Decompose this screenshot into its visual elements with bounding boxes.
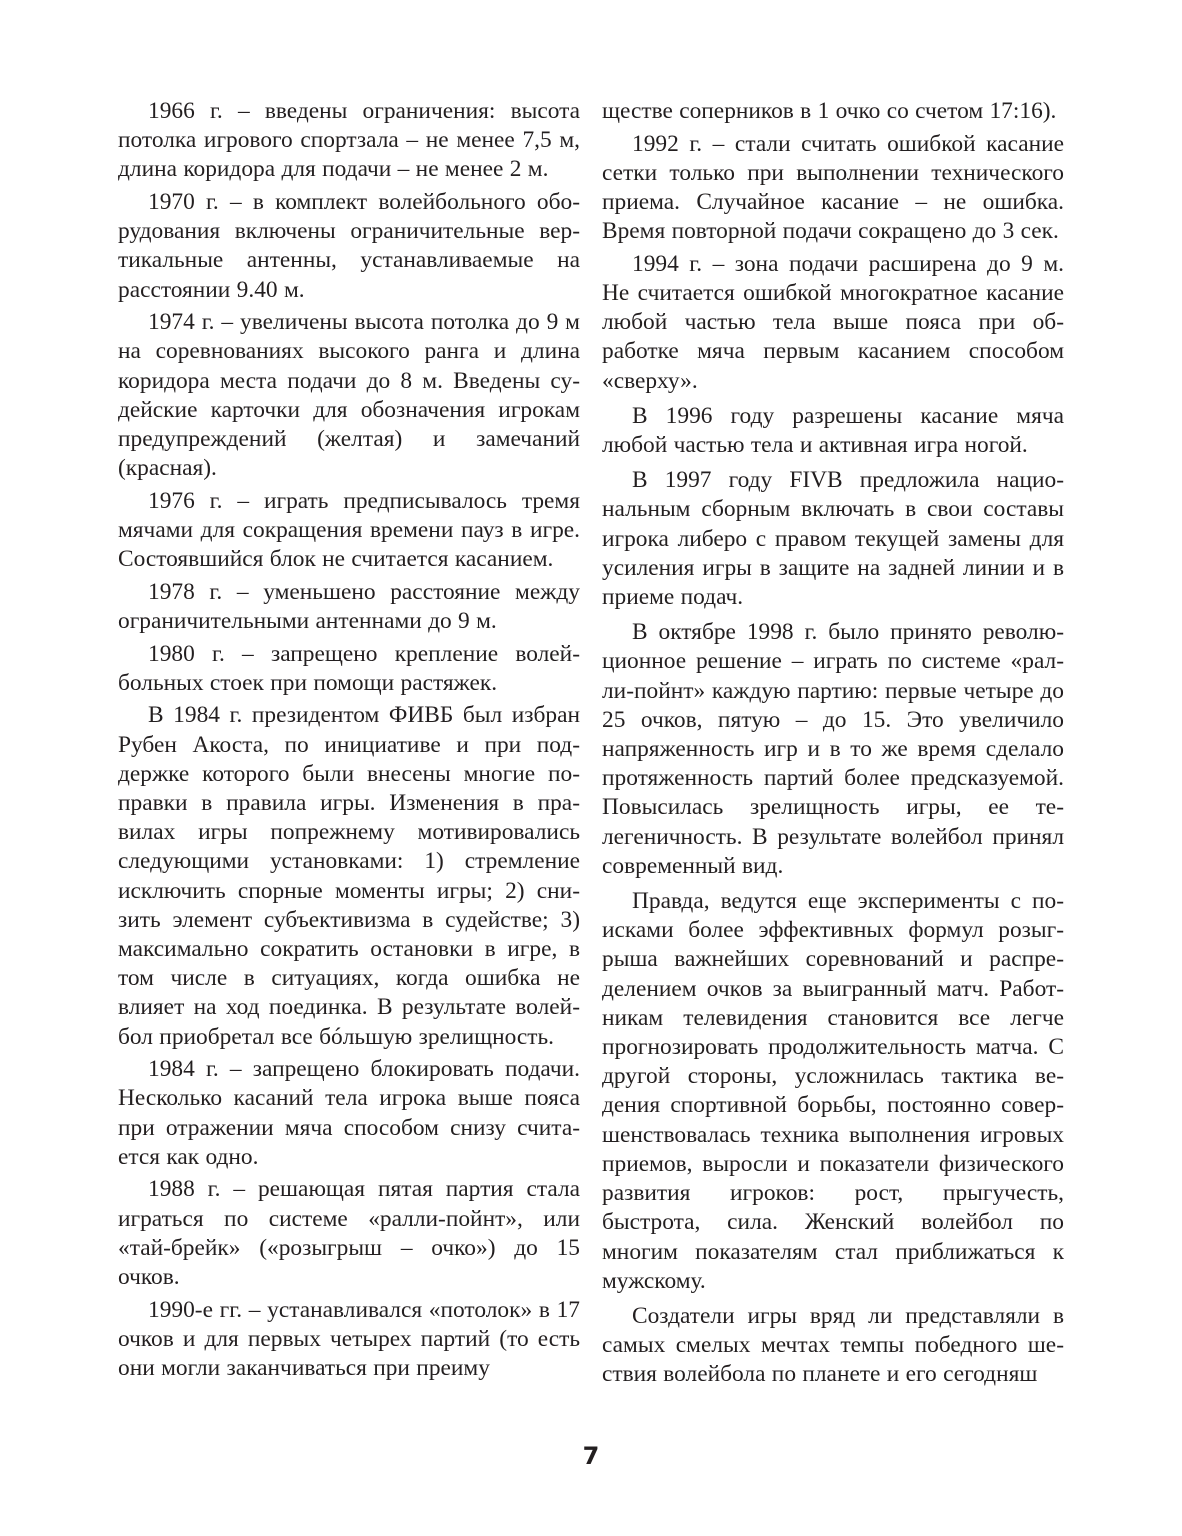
paragraph-1980: 1980 г. – запрещено крепление волейбольных стоек при помощи растяжек. xyxy=(118,640,580,696)
paragraph-1992: 1992 г. – стали считать ошибкой касание сетки только при выполнении технического приема. Случайное касание – не ошибка. Время повторной подачи сокращено до 3 сек. xyxy=(602,130,1064,245)
paragraph-experiments: Правда, ведутся еще эксперименты с поисками более эффективных формул розыгрыша важнейших соревнований и распределением очков за выигранный матч. Работникам телевидения становится все легче прогнозировать продолжительность матча. С другой стороны, усложнилась тактика ведения спортивной борьбы, постоянно совершенствовалась техника выполнения игровых приемов, выросли и показатели физического развития игроков: рост, прыгучесть, быстрота, сила. Женский волейбол по многим показателям стал приближаться к мужскому. xyxy=(602,888,1064,1294)
left-column xyxy=(118,97,580,1387)
paragraph-1970: 1970 г. – в комплект волейбольного оборудования включены ограничительные вертикальные антенны, устанавливаемые на расстоянии 9.40 м. xyxy=(118,189,580,303)
paragraph-1994: 1994 г. – зона подачи расширена до 9 м. Не считается ошибкой многократное касание любой частью тела выше пояса при обработке мяча первым касанием способом «сверху». xyxy=(602,250,1064,394)
paragraph-1974: 1974 г. – увеличены высота потолка до 9 м на соревнованиях высокого ранга и длина коридора места подачи до 8 м. Введены судейские карточки для обозначения игрокам предупреждений (желтая) и замечаний (красная). xyxy=(118,309,580,482)
paragraph-1997: В 1997 году FIVB предложила национальным сборным включать в свои составы игрока либеро с правом текущей замены для усиления игры в защите на задней линии и в приеме подач. xyxy=(602,467,1064,611)
paragraph-creators: Создатели игры вряд ли представляли в самых смелых мечтах темпы победного шествия волейбола по планете и его сегодняш xyxy=(602,1302,1064,1388)
paragraph-1998: В октябре 1998 г. было принято революционное решение – играть по системе «ралли-пойнт» каждую партию: первые четыре до 25 очков, пятую – до 15. Это увеличило напряженность игр и в то же время сделало протяженность партий более предсказуемой. Повысилась зрелищность игры, ее телегеничность. В результате волейбол принял современный вид. xyxy=(602,619,1064,879)
paragraph-1988: 1988 г. – решающая пятая партия стала играться по системе «ралли-пойнт», или «тай-брейк» («розыгрыш – очко») до 15 очков. xyxy=(118,1176,580,1291)
paragraph-1996: В 1996 году разрешены касание мяча любой частью тела и активная игра ногой. xyxy=(602,402,1064,459)
paragraph-1990s-continuation: ществе соперников в 1 очко со счетом 17:16). xyxy=(602,98,1057,124)
paragraph-1978: 1978 г. – уменьшено расстояние между ограничительными антеннами до 9 м. xyxy=(118,578,580,635)
page-number: 7 xyxy=(582,1442,600,1470)
paragraph-acosta-1984: В 1984 г. президентом ФИВБ был избран Рубен Акоста, по инициативе и при поддержке которого были внесены многие поправки в правила игры. Изменения в правилах игры попрежнему мотивировались следующими установками: 1) стремление исключить спорные моменты игры; 2) снизить элемент субъективизма в судействе; 3) максимально сократить остановки в игре, в том числе в ситуациях, когда ошибка не влияет на ход поединка. В результате волейбол приобретал все бóльшую зрелищность. xyxy=(118,702,580,1050)
paragraph-1990s: 1990-е гг. – устанавливался «потолок» в 17 очков и для первых четырех партий (то есть они могли заканчиваться при преиму xyxy=(118,1296,580,1382)
paragraph-1976: 1976 г. – играть предписывалось тремя мячами для сокращения времени пауз в игре. Состоявшийся блок не считается касанием. xyxy=(118,487,580,573)
paragraph-1966: 1966 г. – введены ограничения: высота потолка игрового спортзала – не менее 7,5 м, длина коридора для подачи – не менее 2 м. xyxy=(118,98,580,183)
paragraph-1984: 1984 г. – запрещено блокировать подачи. Несколько касаний тела игрока выше пояса при отражении мяча способом снизу считается как одно. xyxy=(118,1056,580,1170)
right-column xyxy=(602,97,1064,1393)
